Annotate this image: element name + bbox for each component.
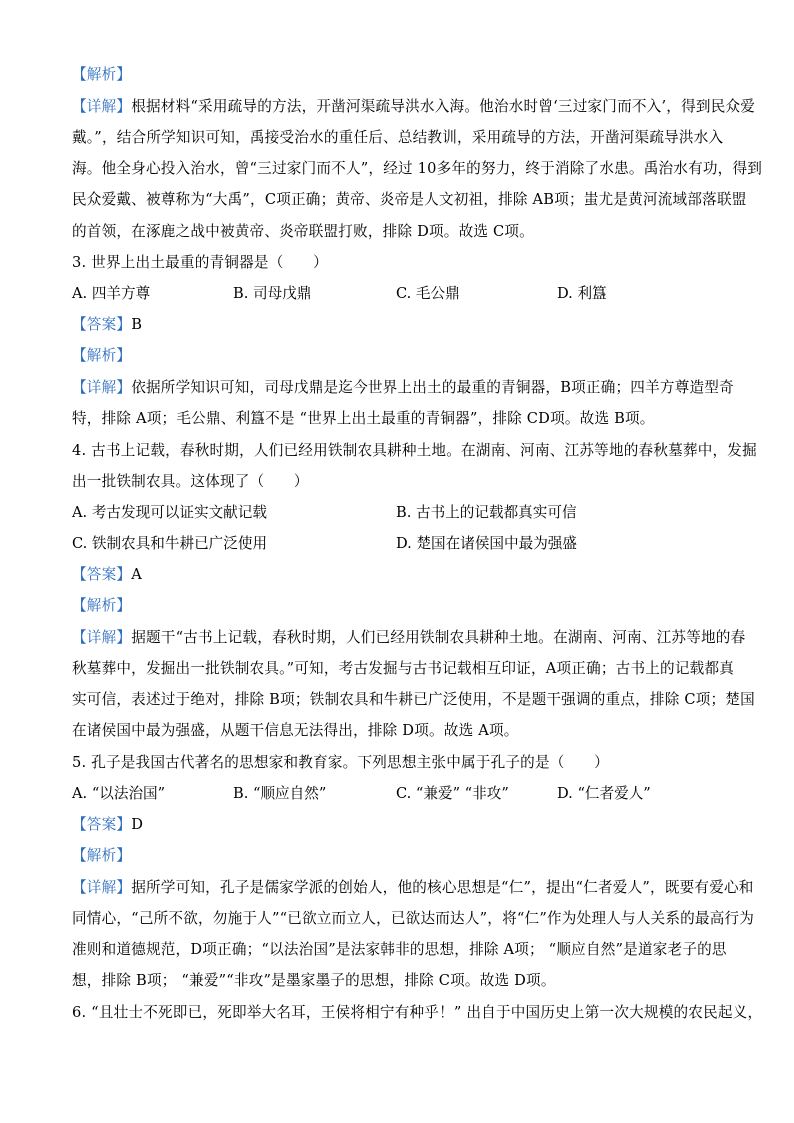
q4-option-a: A. 考古发现可以证实文献记载 xyxy=(72,504,267,521)
q5-option-d: D. “仁者爱人” xyxy=(557,785,651,802)
detail-paragraph-line: 特，排除 A项；毛公鼎、利簋不是 “世界上出土最重的青铜器”，排除 CD项。故选 B项。 xyxy=(72,410,655,427)
detail-tag: 【详解】 xyxy=(72,379,132,396)
q5-option-b: B. “顺应自然” xyxy=(233,785,327,802)
question-6-stem: 6. “且壮士不死即已，死即举大名耳，王侯将相宁有种乎！” 出自于中国历史上第一次大规模的农民起义， xyxy=(72,1004,763,1021)
detail-paragraph-line: 同情心，“己所不欲，勿施于人”“已欲立而立人，已欲达而达人”，将“仁”作为处理人与人关系的最高行为 xyxy=(72,910,755,927)
question-5-stem: 5. 孔子是我国古代著名的思想家和教育家。下列思想主张中属于孔子的是（ ） xyxy=(72,754,609,771)
detail-tag: 【详解】 xyxy=(72,879,132,896)
analysis-tag: 【解析】 xyxy=(72,597,132,614)
detail-paragraph-line: 【详解】据题干“古书上记载，春秋时期，人们已经用铁制农具耕种土地。在湖南、河南、江苏等地的春 xyxy=(72,629,746,646)
question-3-stem: 3. 世界上出土最重的青铜器是（ ） xyxy=(72,254,328,271)
question-4-stem: 出一批铁制农具。这体现了（ ） xyxy=(72,473,309,490)
detail-paragraph-line: 实可信，表述过于绝对，排除 B项；铁制农具和牛耕已广泛使用，不是题干强调的重点，排除 C项；楚国 xyxy=(72,691,755,708)
answer-tag: 【答案】 xyxy=(72,816,132,833)
q5-answer: 【答案】D xyxy=(72,816,144,833)
detail-paragraph-line: 【详解】依据所学知识可知，司母戊鼎是迄今世界上出土的最重的青铜器，B项正确；四羊方尊造型奇 xyxy=(72,379,734,396)
detail-paragraph-line: 在诸侯国中最为强盛，从题干信息无法得出，排除 D项。故选 A项。 xyxy=(72,722,519,739)
detail-paragraph-line: 海。他全身心投入治水，曾“三过家门而不人”，经过 10多年的努力，终于消除了水患。禹治水有功，得到 xyxy=(72,160,763,177)
question-4-stem: 4. 古书上记载，春秋时期，人们已经用铁制农具耕种土地。在湖南、河南、江苏等地的春秋墓葬中，发掘 xyxy=(72,442,757,459)
detail-paragraph-line: 【详解】根据材料“采用疏导的方法，开凿河渠疏导洪水入海。他治水时曾‘三过家门而不入’，得到民众爱 xyxy=(72,98,756,115)
detail-paragraph-line: 想，排除 B项； “兼爱”“非攻”是墨家墨子的思想，排除 C项。故选 D项。 xyxy=(72,972,556,989)
detail-paragraph-line: 戴。”，结合所学知识可知，禹接受治水的重任后、总结教训，采用疏导的方法，开凿河渠疏导洪水入 xyxy=(72,129,724,146)
detail-paragraph-line: 的首领，在涿鹿之战中被黄帝、炎帝联盟打败，排除 D项。故选 C项。 xyxy=(72,223,534,240)
detail-paragraph-line: 【详解】据所学可知，孔子是儒家学派的创始人，他的核心思想是“仁”，提出“仁者爱人”，既要有爱心和 xyxy=(72,879,754,896)
q5-option-a: A. “以法治国” xyxy=(72,785,166,802)
detail-tag: 【详解】 xyxy=(72,98,132,115)
detail-paragraph-line: 准则和道德规范，D项正确；“以法治国”是法家韩非的思想，排除 A项； “顺应自然”是道家老子的思 xyxy=(72,941,727,958)
analysis-tag: 【解析】 xyxy=(72,347,132,364)
detail-tag: 【详解】 xyxy=(72,629,132,646)
q3-option-c: C. 毛公鼎 xyxy=(396,285,460,302)
q4-option-d: D. 楚国在诸侯国中最为强盛 xyxy=(396,535,577,552)
q4-answer: 【答案】A xyxy=(72,566,142,583)
q4-option-c: C. 铁制农具和牛耕已广泛使用 xyxy=(72,535,268,552)
q5-option-c: C. “兼爱” “非攻” xyxy=(396,785,509,802)
q3-answer: 【答案】B xyxy=(72,316,143,333)
detail-paragraph-line: 民众爱戴、被尊称为“大禹”，C项正确；黄帝、炎帝是人文初祖，排除 AB项；蚩尤是黄河流域部落联盟 xyxy=(72,191,747,208)
analysis-tag: 【解析】 xyxy=(72,66,132,83)
q3-option-d: D. 利簋 xyxy=(557,285,607,302)
detail-paragraph-line: 秋墓葬中，发掘出一批铁制农具。”可知，考古发掘与古书记载相互印证，A项正确；古书上的记载都真 xyxy=(72,660,735,677)
answer-tag: 【答案】 xyxy=(72,316,132,333)
q3-option-a: A. 四羊方尊 xyxy=(72,285,151,302)
q4-option-b: B. 古书上的记载都真实可信 xyxy=(396,504,577,521)
q3-option-b: B. 司母戊鼎 xyxy=(233,285,312,302)
analysis-tag: 【解析】 xyxy=(72,847,132,864)
answer-tag: 【答案】 xyxy=(72,566,132,583)
